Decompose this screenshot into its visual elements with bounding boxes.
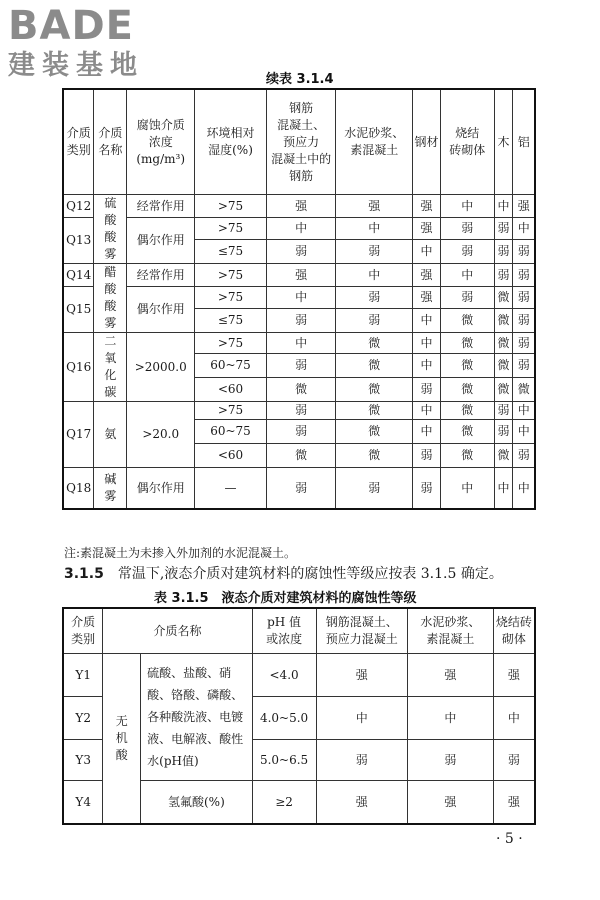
humidity-cell: >75 xyxy=(195,218,267,240)
grade-cell: 弱 xyxy=(513,309,535,333)
grade-cell: 中 xyxy=(413,354,441,378)
grade-cell: 微 xyxy=(336,354,413,378)
grade-cell: 弱 xyxy=(266,309,336,333)
logo-brand: BADE xyxy=(8,3,134,49)
category-cell: Y1 xyxy=(63,654,103,697)
medium-name-cell: 氢氟酸(%) xyxy=(141,781,252,825)
header-cell: 介质名称 xyxy=(103,608,252,654)
grade-cell: 中 xyxy=(513,420,535,444)
header-cell: pH 值 或浓度 xyxy=(252,608,316,654)
medium-name-cell: 硫酸、盐酸、硝酸、铬酸、磷酸、各种酸洗液、电镀液、电解液、酸性水(pH值) xyxy=(141,654,252,781)
grade-cell: 中 xyxy=(494,468,513,510)
grade-cell: 微 xyxy=(336,333,413,354)
grade-cell: 弱 xyxy=(494,402,513,420)
grade-cell: 弱 xyxy=(266,354,336,378)
header-row xyxy=(63,608,535,654)
grade-cell: 强 xyxy=(413,218,441,240)
grade-cell: 中 xyxy=(494,195,513,218)
logo-subtitle: 建装基地 xyxy=(8,50,144,81)
grade-cell: 中 xyxy=(413,333,441,354)
category-cell: Q17 xyxy=(63,402,94,468)
humidity-cell: >75 xyxy=(195,402,267,420)
grade-cell: 微 xyxy=(266,378,336,402)
humidity-cell: 60~75 xyxy=(195,420,267,444)
grade-cell: 弱 xyxy=(336,287,413,309)
grade-cell: 弱 xyxy=(336,309,413,333)
table-row xyxy=(63,195,535,218)
grade-cell: 微 xyxy=(336,402,413,420)
clause-number: 3.1.5 xyxy=(64,566,104,582)
humidity-cell: >75 xyxy=(195,264,267,287)
humidity-cell: >75 xyxy=(195,333,267,354)
category-cell: Q16 xyxy=(63,333,94,402)
table-row xyxy=(63,654,535,697)
grade-cell: 弱 xyxy=(494,420,513,444)
grade-cell: 微 xyxy=(336,444,413,468)
grade-cell: 弱 xyxy=(440,240,494,264)
grade-cell: 中 xyxy=(316,697,408,740)
grade-cell: 弱 xyxy=(440,287,494,309)
grade-cell: 强 xyxy=(408,654,494,697)
humidity-cell: <60 xyxy=(195,444,267,468)
grade-cell: 微 xyxy=(494,333,513,354)
clause-paragraph xyxy=(64,563,503,583)
grade-cell: 中 xyxy=(413,402,441,420)
header-cell: 水泥砂浆、 素混凝土 xyxy=(408,608,494,654)
category-cell: Q14 xyxy=(63,264,94,287)
grade-cell: 中 xyxy=(440,195,494,218)
header-cell: 介质 名称 xyxy=(94,89,127,195)
grade-cell: 强 xyxy=(316,781,408,825)
grade-cell: 弱 xyxy=(494,264,513,287)
corrosion-table-gas xyxy=(62,88,536,510)
ph-cell: 5.0~6.5 xyxy=(252,740,316,781)
grade-cell: 微 xyxy=(513,378,535,402)
grade-cell: 中 xyxy=(266,287,336,309)
grade-cell: 强 xyxy=(413,195,441,218)
grade-cell: 弱 xyxy=(494,218,513,240)
header-cell: 烧结 砖砌体 xyxy=(440,89,494,195)
table1-caption: 续表 3.1.4 xyxy=(266,72,334,87)
header-cell: 水泥砂浆、 素混凝土 xyxy=(336,89,413,195)
category-cell: Q18 xyxy=(63,468,94,510)
table-note: 注:素混凝土为未掺入外加剂的水泥混凝土。 xyxy=(64,546,297,560)
clause-text: 常温下,液态介质对建筑材料的腐蚀性等级应按表 3.1.5 确定。 xyxy=(117,566,503,582)
grade-cell: 微 xyxy=(266,444,336,468)
grade-cell: 强 xyxy=(513,195,535,218)
table-row xyxy=(63,402,535,420)
grade-cell: 弱 xyxy=(266,420,336,444)
concentration-cell: 经常作用 xyxy=(127,264,195,287)
header-cell: 烧结砖 砌体 xyxy=(493,608,535,654)
grade-cell: 强 xyxy=(493,781,535,825)
humidity-cell: ≤75 xyxy=(195,240,267,264)
humidity-cell: <60 xyxy=(195,378,267,402)
grade-cell: 中 xyxy=(493,697,535,740)
grade-cell: 中 xyxy=(440,468,494,510)
table-row xyxy=(63,333,535,354)
grade-cell: 弱 xyxy=(413,378,441,402)
header-cell: 钢材 xyxy=(413,89,441,195)
header-row xyxy=(63,89,535,195)
header-cell: 钢筋 混凝土、 预应力 混凝土中的 钢筋 xyxy=(266,89,336,195)
medium-name-cell: 醋 酸 酸 雾 xyxy=(94,264,127,333)
concentration-cell: 偶尔作用 xyxy=(127,218,195,264)
grade-cell: 弱 xyxy=(513,333,535,354)
header-cell: 钢筋混凝土、 预应力混凝土 xyxy=(316,608,408,654)
concentration-cell: >20.0 xyxy=(127,402,195,468)
grade-cell: 微 xyxy=(494,287,513,309)
grade-cell: 微 xyxy=(336,378,413,402)
grade-cell: 强 xyxy=(316,654,408,697)
grade-cell: 微 xyxy=(494,309,513,333)
grade-cell: 强 xyxy=(493,654,535,697)
grade-cell: 弱 xyxy=(408,740,494,781)
grade-cell: 微 xyxy=(494,354,513,378)
logo xyxy=(8,4,176,82)
grade-cell: 强 xyxy=(266,264,336,287)
grade-cell: 中 xyxy=(513,468,535,510)
grade-cell: 微 xyxy=(440,420,494,444)
table2-caption: 表 3.1.5 液态介质对建筑材料的腐蚀性等级 xyxy=(154,591,417,606)
grade-cell: 弱 xyxy=(513,444,535,468)
grade-cell: 强 xyxy=(266,195,336,218)
grade-cell: 弱 xyxy=(440,218,494,240)
grade-cell: 微 xyxy=(440,309,494,333)
grade-cell: 弱 xyxy=(494,240,513,264)
table-row xyxy=(63,264,535,287)
humidity-cell: >75 xyxy=(195,195,267,218)
medium-name-cell: 二 氧 化 碳 xyxy=(94,333,127,402)
grade-cell: 微 xyxy=(494,378,513,402)
grade-cell: 中 xyxy=(408,697,494,740)
grade-cell: 弱 xyxy=(513,264,535,287)
ph-cell: ≥2 xyxy=(252,781,316,825)
ph-cell: 4.0~5.0 xyxy=(252,697,316,740)
grade-cell: 中 xyxy=(513,402,535,420)
category-cell: Y4 xyxy=(63,781,103,825)
header-cell: 环境相对 湿度(%) xyxy=(195,89,267,195)
humidity-cell: — xyxy=(195,468,267,510)
concentration-cell: 偶尔作用 xyxy=(127,287,195,333)
concentration-cell: 偶尔作用 xyxy=(127,468,195,510)
category-cell: Q13 xyxy=(63,218,94,264)
grade-cell: 中 xyxy=(513,218,535,240)
grade-cell: 中 xyxy=(336,264,413,287)
grade-cell: 弱 xyxy=(266,240,336,264)
category-cell: Q12 xyxy=(63,195,94,218)
concentration-cell: 经常作用 xyxy=(127,195,195,218)
grade-cell: 微 xyxy=(440,444,494,468)
corrosion-table-liquid xyxy=(62,607,536,825)
category-cell: Q15 xyxy=(63,287,94,333)
grade-cell: 微 xyxy=(440,354,494,378)
grade-cell: 弱 xyxy=(336,240,413,264)
medium-name-cell: 氨 xyxy=(94,402,127,468)
table-row xyxy=(63,468,535,510)
grade-cell: 弱 xyxy=(316,740,408,781)
table-row xyxy=(63,218,535,240)
grade-cell: 中 xyxy=(413,309,441,333)
grade-cell: 中 xyxy=(413,240,441,264)
grade-cell: 中 xyxy=(440,264,494,287)
grade-cell: 微 xyxy=(494,444,513,468)
grade-cell: 强 xyxy=(413,287,441,309)
grade-cell: 中 xyxy=(413,420,441,444)
grade-cell: 弱 xyxy=(493,740,535,781)
grade-cell: 弱 xyxy=(513,240,535,264)
header-cell: 介质 类别 xyxy=(63,89,94,195)
grade-cell: 微 xyxy=(440,333,494,354)
header-cell: 铝 xyxy=(513,89,535,195)
category-cell: Y3 xyxy=(63,740,103,781)
humidity-cell: 60~75 xyxy=(195,354,267,378)
grade-cell: 弱 xyxy=(336,468,413,510)
medium-name-cell: 硫 酸 酸 雾 xyxy=(94,195,127,264)
group-label-cell: 无 机 酸 xyxy=(103,654,141,825)
medium-name-cell: 碱 雾 xyxy=(94,468,127,510)
humidity-cell: >75 xyxy=(195,287,267,309)
grade-cell: 强 xyxy=(336,195,413,218)
grade-cell: 弱 xyxy=(266,402,336,420)
grade-cell: 微 xyxy=(336,420,413,444)
grade-cell: 弱 xyxy=(266,468,336,510)
header-cell: 木 xyxy=(494,89,513,195)
grade-cell: 中 xyxy=(266,218,336,240)
grade-cell: 弱 xyxy=(513,287,535,309)
header-cell: 介质 类别 xyxy=(63,608,103,654)
grade-cell: 中 xyxy=(336,218,413,240)
grade-cell: 弱 xyxy=(513,354,535,378)
concentration-cell: >2000.0 xyxy=(127,333,195,402)
grade-cell: 微 xyxy=(440,402,494,420)
grade-cell: 弱 xyxy=(413,468,441,510)
table-row xyxy=(63,287,535,309)
grade-cell: 强 xyxy=(413,264,441,287)
grade-cell: 弱 xyxy=(413,444,441,468)
ph-cell: <4.0 xyxy=(252,654,316,697)
grade-cell: 中 xyxy=(266,333,336,354)
page-number: · 5 · xyxy=(496,831,523,847)
humidity-cell: ≤75 xyxy=(195,309,267,333)
grade-cell: 微 xyxy=(440,378,494,402)
category-cell: Y2 xyxy=(63,697,103,740)
header-cell: 腐蚀介质 浓度 (mg/m³) xyxy=(127,89,195,195)
grade-cell: 强 xyxy=(408,781,494,825)
